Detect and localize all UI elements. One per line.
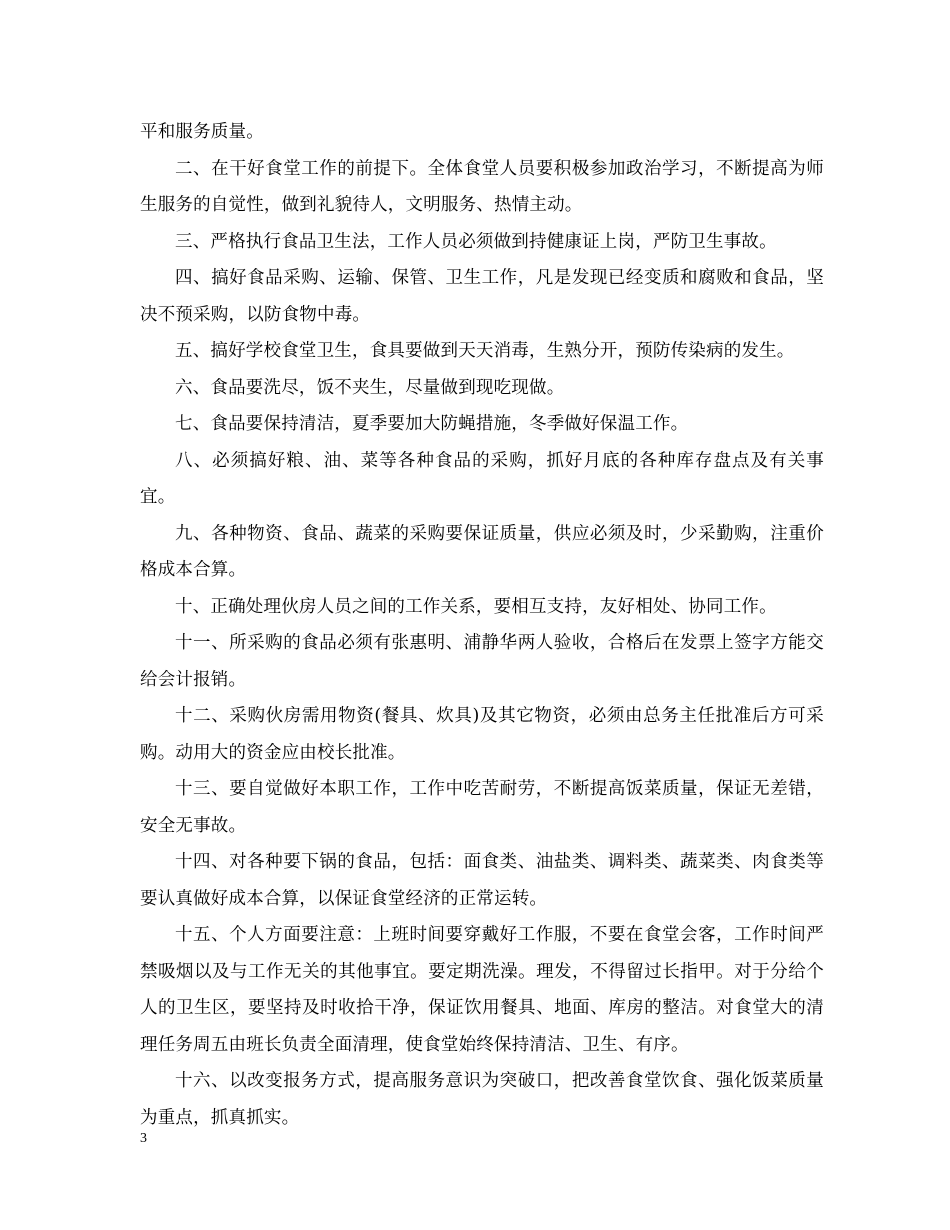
paragraph-item-11: 十一、所采购的食品必须有张惠明、浦静华两人验收，合格后在发票上签字方能交给会计报销。 (140, 633, 824, 690)
paragraph-continuation: 平和服务质量。 (140, 122, 264, 142)
paragraph-item-16: 十六、以改变报务方式，提高服务意识为突破口，把改善食堂饮食、强化饭菜质量为重点，抓真抓实。 (140, 1071, 824, 1128)
paragraph-item-5: 五、搞好学校食堂卫生，食具要做到天天消毒，生熟分开，预防传染病的发生。 (175, 341, 795, 361)
paragraph-item-12: 十二、采购伙房需用物资(餐具、炊具)及其它物资，必须由总务主任批准后方可采购。动用大的资金应由校长批准。 (140, 706, 824, 763)
paragraph-item-2: 二、在干好食堂工作的前提下。全体食堂人员要积极参加政治学习，不断提高为师生服务的自觉性，做到礼貌待人，文明服务、热情主动。 (140, 158, 824, 215)
paragraph-item-13: 十三、要自觉做好本职工作，工作中吃苦耐劳，不断提高饭菜质量，保证无差错，安全无事故。 (140, 779, 824, 836)
paragraph-item-6: 六、食品要洗尽，饭不夹生，尽量做到现吃现做。 (175, 377, 565, 398)
paragraph-item-9: 九、各种物资、食品、蔬菜的采购要保证质量，供应必须及时，少采勤购，注重价格成本合算。 (140, 523, 824, 580)
paragraph-item-10: 十、正确处理伙房人员之间的工作关系，要相互支持，友好相处、协同工作。 (175, 596, 777, 617)
page-number: 3 (140, 1131, 147, 1146)
document-body (140, 114, 824, 1136)
paragraph-item-15: 十五、个人方面要注意：上班时间要穿戴好工作服，不要在食堂会客，工作时间严禁吸烟以及与工作无关的其他事宜。要定期洗澡。理发，不得留过长指甲。对于分给个人的卫生区，要坚持及时收拾干净，保证饮用餐具、地面、库房的整洁。对食堂大的清理任务周五由班长负责全面清理，使食堂始终保持清洁、卫生、有序。 (140, 925, 824, 1055)
paragraph-item-4: 四、搞好食品采购、运输、保管、卫生工作，凡是发现已经变质和腐败和食品，坚决不预采购，以防食物中毒。 (140, 268, 824, 325)
paragraph-item-8: 八、必须搞好粮、油、菜等各种食品的采购，抓好月底的各种库存盘点及有关事宜。 (140, 450, 824, 507)
paragraph-item-7: 七、食品要保持清洁，夏季要加大防蝇措施，冬季做好保温工作。 (175, 414, 689, 434)
paragraph-item-3: 三、严格执行食品卫生法，工作人员必须做到持健康证上岗，严防卫生事故。 (175, 231, 777, 252)
paragraph-item-14: 十四、对各种要下锅的食品，包括：面食类、油盐类、调料类、蔬菜类、肉食类等要认真做好成本合算，以保证食堂经济的正常运转。 (140, 852, 824, 909)
